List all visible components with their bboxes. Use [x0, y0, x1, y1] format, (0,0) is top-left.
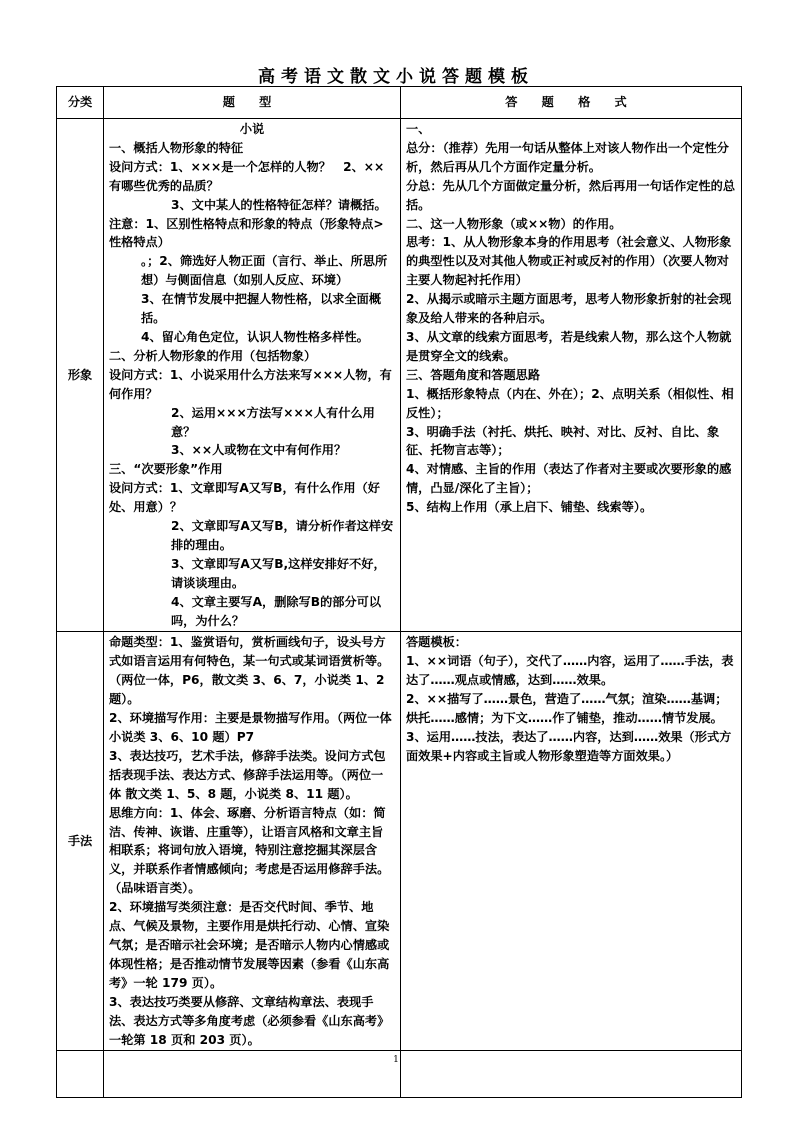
text-line: 分总：先从几个方面做定量分析，然后再用一句话作定性的总括。: [406, 178, 736, 212]
header-category: 分类: [57, 87, 104, 119]
table-row: [57, 632, 742, 1051]
text-line: 2、环境描写类须注意：是否交代时间、季节、地点、气候及景物，主要作用是烘托行动、心情、宣染气氛；是否暗示社会环境；是否暗示人物内心情感或体现性格；是否推动情节发展等因素（参看《山东高考》一轮 179 页）。: [109, 900, 390, 990]
category-cell: 手法: [57, 632, 104, 1051]
text-line: 3、××人或物在文中有何作用？: [171, 443, 347, 458]
text-line: 答题模板：: [406, 635, 467, 650]
text-line: 思维方向：1、体会、琢磨、分析语言特点（如：简洁、传神、诙谐、庄重等），让语言风格和文章主旨相联系；将词句放入语境，特别注意挖掘其深层含义，并联系作者情感倾向；考虑是否运用修辞手法。（品味语言类）。: [109, 805, 390, 896]
text-line: 2、运用×××方法写×××人有什么用意？: [171, 405, 375, 439]
text-line: 总分：（推荐）先用一句话从整体上对该人物作出一个定性分析，然后再从几个方面作定量分析。: [406, 140, 729, 174]
text-line: 2、从揭示或暗示主题方面思考，思考人物形象折射的社会现象及给人带来的各种启示。: [406, 292, 732, 326]
text-line: 3、从文章的线索方面思考，若是线索人物，那么这个人物就是贯穿全文的线索。: [406, 329, 732, 363]
text-line: 3、运用……技法，表达了……内容，达到……效果（形式方面效果+内容或主旨或人物形象塑造等方面效果。）: [406, 730, 732, 763]
text-line: 一、: [406, 122, 431, 136]
answer-template-table: [56, 86, 742, 1098]
page-number: 1: [393, 1055, 399, 1065]
text-line: 4、文章主要写A，删除写B的部分可以吗，为什么？: [171, 594, 382, 628]
text-line: 3、文章即写A又写B,这样安排好不好，请谈谈理由。: [171, 556, 386, 590]
text-line: 2、环境描写作用：主要是景物描写作用。（两位一体小说类 3、6、10 题）P7: [109, 711, 392, 744]
text-line: 2、××描写了……景色，营造了……气氛；渲染……基调；烘托……感情；为下文……作了铺垫，推动……情节发展。: [406, 692, 728, 726]
text-line: 2、文章即写A又写B，请分析作者这样安排的理由。: [171, 519, 394, 552]
text-line: 三、答题角度和答题思路: [406, 367, 541, 382]
text-line: 3、文中某人的性格特征怎样？请概括。: [171, 197, 387, 212]
text-line: 二、分析人物形象的作用（包括物象）: [109, 348, 317, 363]
text-line: 注意：1、区别性格特点和形象的特点（形象特点>性格特点）: [109, 216, 384, 250]
section-heading: 小说: [239, 122, 265, 136]
text-line: 3、表达技巧，艺术手法，修辞手法类。设问方式包括表现手法、表达方式、修辞手法运用等。（两位一体 散文类 1、5、8 题，小说类 8、11 题）。: [109, 748, 386, 801]
text-line: 5、结构上作用（承上启下、铺垫、线索等）。: [406, 500, 653, 515]
text-line: 3、明确手法（衬托、烘托、映衬、对比、反衬、自比、象征、托物言志等）；: [406, 424, 720, 458]
text-line: 设问方式：1、×××是一个怎样的人物？ 2、××有哪些优秀的品质？: [109, 159, 385, 193]
text-line: 思考：1、从人物形象本身的作用思考（社会意义、人物形象的典型性以及对其他人物或正衬或反衬的作用）（次要人物对主要人物起衬托作用）: [406, 235, 732, 288]
text-line: 。；2、筛选好人物正面（言行、举止、所思所想）与侧面信息（如别人反应、环境）: [141, 254, 388, 288]
category-cell: 形象: [57, 119, 104, 632]
text-line: 1、××词语（句子），交代了……内容，运用了……手法，表达了……观点或情感，达到……效果。: [406, 654, 734, 688]
text-line: 1、概括形象特点（内在、外在）；2、点明关系（相似性、相反性）；: [406, 386, 734, 420]
text-line: 4、对情感、主旨的作用（表达了作者对主要或次要形象的感情，凸显/深化了主旨）；: [406, 462, 732, 496]
header-question-type: 题 型: [104, 87, 401, 119]
table-row: [57, 119, 742, 632]
document-title: 高考语文散文小说答题模板: [258, 67, 534, 87]
text-line: 3、表达技巧类要从修辞、文章结构章法、表现手法、表达方式等多角度考虑（必须参看《山东高考》一轮第 18 页和 203 页）。: [109, 994, 390, 1047]
text-line: 4、留心角色定位，认识人物性格多样性。: [141, 329, 369, 344]
question-type-cell: [104, 632, 401, 1051]
answer-format-cell: [401, 119, 742, 632]
text-line: 设问方式：1、文章即写A又写B，有什么作用（好处、用意）？: [109, 481, 380, 515]
table-header-row: [57, 87, 742, 119]
text-line: 一、概括人物形象的特征: [109, 140, 244, 155]
header-answer-format: 答 题 格 式: [401, 87, 742, 119]
text-line: 二、这一人物形象（或××物）的作用。: [406, 216, 622, 231]
text-line: 命题类型：1、鉴赏语句，赏析画线句子，设头号方式如语言运用有何特色，某一句式或某词语赏析等。（两位一体，P6，散文类 3、6、7，小说类 1、2 题）。: [109, 635, 390, 707]
text-line: 3、在情节发展中把握人物性格，以求全面概括。: [141, 292, 382, 326]
text-line: 三、“次要形象”作用: [109, 462, 223, 477]
text-line: 设问方式：1、小说采用什么方法来写×××人物，有何作用？: [109, 367, 392, 401]
question-type-cell: [104, 119, 401, 632]
answer-format-cell: [401, 632, 742, 1051]
